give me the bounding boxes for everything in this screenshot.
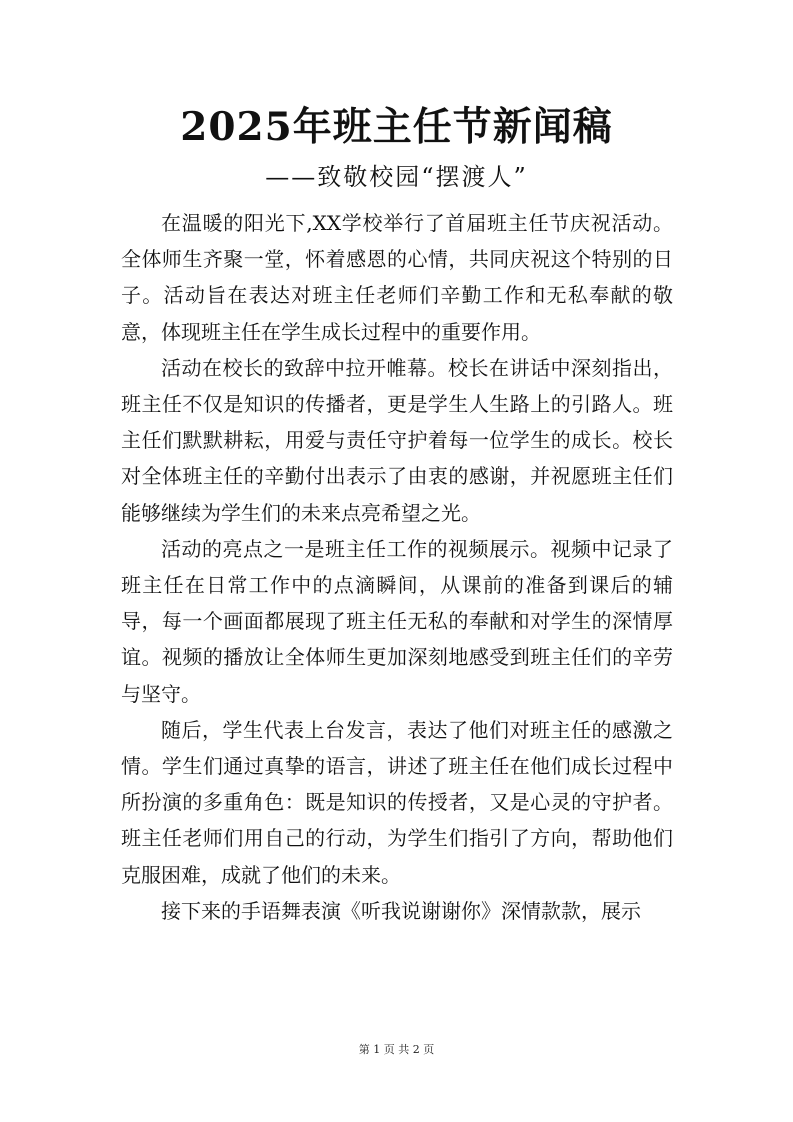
document-title: 2025年班主任节新闻稿 <box>180 104 613 150</box>
page-number-footer: 第 1 页 共 2 页 <box>358 1043 435 1056</box>
paragraph-2: 活动在校长的致辞中拉开帷幕。校长在讲话中深刻指出，班主任不仅是知识的传播者，更是学生人生路上的引路人。班主任们默默耕耘，用爱与责任守护着每一位学生的成长。校长对全体班主任的辛勤付出表示了由衷的感谢，并祝愿班主任们能够继续为学生们的未来点亮希望之光。 <box>121 355 673 525</box>
article-body <box>121 205 673 929</box>
document-subtitle: ——致敬校园“摆渡人” <box>265 163 528 191</box>
paragraph-4: 随后，学生代表上台发言，表达了他们对班主任的感激之情。学生们通过真挚的语言，讲述了班主任在他们成长过程中所扮演的多重角色：既是知识的传授者，又是心灵的守护者。班主任老师们用自己的行动，为学生们指引了方向，帮助他们克服困难，成就了他们的未来。 <box>121 717 673 887</box>
paragraph-1: 在温暖的阳光下,XX学校举行了首届班主任节庆祝活动。全体师生齐聚一堂，怀着感恩的心情，共同庆祝这个特别的日子。活动旨在表达对班主任老师们辛勤工作和无私奉献的敬意，体现班主任在学生成长过程中的重要作用。 <box>121 211 673 344</box>
paragraph-5: 接下来的手语舞表演《听我说谢谢你》深情款款，展示 <box>161 898 641 923</box>
paragraph-3: 活动的亮点之一是班主任工作的视频展示。视频中记录了班主任在日常工作中的点滴瞬间，从课前的准备到课后的辅导，每一个画面都展现了班主任无私的奉献和对学生的深情厚谊。视频的播放让全体师生更加深刻地感受到班主任们的辛劳与坚守。 <box>121 536 673 706</box>
